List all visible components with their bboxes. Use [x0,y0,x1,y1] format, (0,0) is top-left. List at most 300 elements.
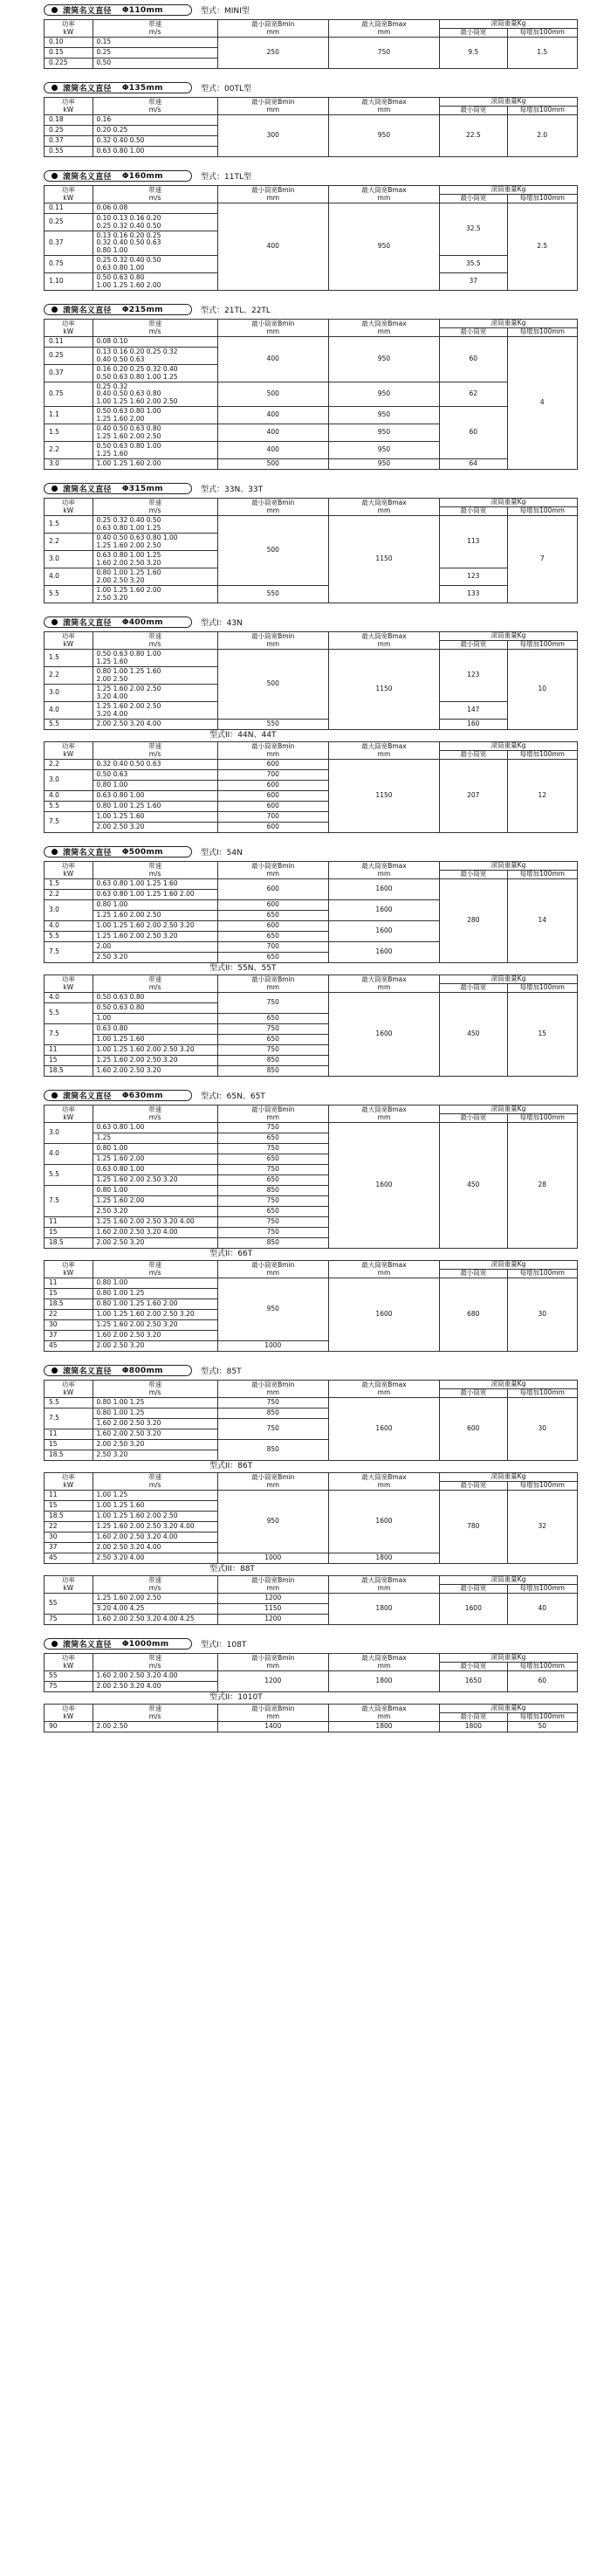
power-cell: 18.5 [45,1066,93,1077]
speed-cell: 2.00 2.50 3.20 4.00 [93,1543,217,1553]
weight-cell: 60 [440,337,508,382]
diameter-label: 滚筒名义直径 [63,85,112,93]
power-cell: 2.2 [45,667,93,685]
increment-cell: 15 [507,993,577,1077]
bmax-cell: 1600 [328,1278,439,1352]
bmax-cell: 950 [328,382,439,407]
power-header: 功率 kW [45,742,93,760]
bmin-cell: 1400 [217,1722,328,1732]
bmin-cell: 750 [217,1024,328,1035]
spec-table [44,1472,578,1564]
header-row-1 [45,975,578,984]
table-row [45,115,578,126]
increment-cell: 30 [507,1398,577,1461]
min-width-header: 最小筒宽 [440,29,508,38]
weight-header: 滚筒重量Kg [440,320,578,328]
section-header [44,303,577,316]
speed-cell: 0.50 0.63 0.80 1.00 1.25 1.60 [93,650,217,667]
power-header: 功率 kW [45,632,93,650]
weight-cell: 160 [440,720,508,730]
power-cell: 0.37 [45,365,93,382]
type-label: 型式I：65N、65T [201,1092,265,1101]
per100-header: 每增加100mm [507,871,577,879]
power-cell: 15 [45,1501,93,1512]
speed-cell: 0.80 1.00 1.25 1.60 2.00 2.50 [93,667,217,685]
weight-header: 滚筒重量Kg [440,20,578,29]
speed-cell: 1.25 1.60 2.00 [93,1154,217,1165]
type-label: 型式II：1010T [209,1693,263,1702]
header-row-1 [45,499,578,507]
bmin-cell: 750 [217,993,328,1014]
power-cell: 3.0 [45,770,93,791]
power-cell: 0.37 [45,136,93,147]
power-cell: 3.0 [45,1123,93,1144]
speed-cell: 1.00 [93,1014,217,1024]
power-cell: 0.55 [45,147,93,157]
speed-cell: 1.00 1.25 1.60 2.00 [93,459,217,470]
increment-cell: 4 [507,337,577,470]
weight-header: 滚筒重量Kg [440,975,578,984]
power-cell: 45 [45,1553,93,1564]
weight-cell: 280 [440,879,508,963]
bmin-header: 最小筒宽Bmin mm [217,1705,328,1722]
power-header: 功率 kW [45,1473,93,1491]
increment-cell: 7 [507,516,577,603]
speed-header: 带速 m/s [93,1261,217,1278]
bmin-header: 最小筒宽Bmin mm [217,1576,328,1594]
power-cell: 0.25 [45,214,93,231]
spec-table [44,97,578,157]
weight-cell: 22.5 [440,115,508,157]
speed-header: 带速 m/s [93,975,217,993]
power-cell: 7.5 [45,1024,93,1045]
diameter-label: 滚筒名义直径 [63,7,112,16]
bmin-cell: 750 [217,1045,328,1056]
speed-header: 带速 m/s [93,1576,217,1594]
power-cell: 22 [45,1522,93,1533]
weight-cell: 123 [440,650,508,702]
power-cell: 5.5 [45,720,93,730]
diameter-value: Φ110mm [121,5,163,15]
power-cell: 0.75 [45,382,93,407]
power-header: 功率 kW [45,1576,93,1594]
min-width-header: 最小筒宽 [440,1270,508,1278]
weight-header: 滚筒重量Kg [440,1105,578,1114]
speed-cell: 0.25 0.32 0.40 0.50 0.63 0.80 1.00 [93,256,217,273]
weight-cell: 450 [440,1123,508,1249]
diameter-label: 滚筒名义直径 [63,849,112,858]
per100-header: 每增加100mm [507,507,577,516]
bmin-header: 最小筒宽Bmin mm [217,499,328,516]
power-header: 功率 kW [45,1105,93,1123]
type-label: 型式I：85T [201,1367,242,1376]
weight-cell: 32.5 [440,203,508,256]
bmin-cell: 600 [217,823,328,833]
bmin-header: 最小筒宽Bmin mm [217,1105,328,1123]
bmax-cell: 1600 [328,942,439,963]
power-cell: 0.11 [45,203,93,214]
power-cell: 3.0 [45,685,93,702]
power-cell: 4.0 [45,702,93,720]
per100-header: 每增加100mm [507,984,577,993]
power-cell: 75 [45,1682,93,1692]
weight-header: 滚筒重量Kg [440,1473,578,1482]
speed-header: 带速 m/s [93,499,217,516]
power-cell: 37 [45,1543,93,1553]
bmin-cell: 850 [217,1186,328,1196]
bmax-cell: 1600 [328,900,439,921]
weight-header: 滚筒重量Kg [440,1576,578,1585]
bmin-cell: 400 [217,407,328,424]
power-cell: 4.0 [45,1144,93,1165]
speed-cell: 0.13 0.16 0.20 0.25 0.32 0.40 0.50 0.63 [93,348,217,365]
weight-cell: 450 [440,993,508,1077]
bmin-cell: 700 [217,812,328,823]
power-cell: 22 [45,1310,93,1320]
weight-cell: 680 [440,1278,508,1352]
speed-cell: 1.00 1.25 1.60 2.00 2.50 3.20 [93,921,217,932]
type-label: 型式II：86T [209,1462,253,1471]
bmin-cell: 500 [217,650,328,720]
bmin-cell: 750 [217,1165,328,1175]
min-width-header: 最小筒宽 [440,1663,508,1671]
power-header: 功率 kW [45,1705,93,1722]
speed-cell: 1.60 2.00 2.50 3.20 4.00 [93,1671,217,1682]
bmin-cell: 250 [217,38,328,69]
speed-cell: 0.10 0.13 0.16 0.20 0.25 0.32 0.40 0.50 [93,214,217,231]
speed-cell: 1.25 1.60 2.00 [93,1196,217,1207]
weight-cell: 9.5 [440,38,508,69]
bullet-icon [51,307,58,313]
spec-table [44,861,578,963]
bmin-cell: 1200 [217,1615,328,1625]
spec-table [44,1653,578,1692]
type-label: 型式I：43N [201,619,243,628]
power-header: 功率 kW [45,975,93,993]
speed-cell: 1.25 1.60 2.00 2.50 3.20 [93,1320,217,1331]
speed-cell: 1.00 1.25 1.60 2.00 2.50 [93,1512,217,1522]
bmin-header: 最小筒宽Bmin mm [217,20,328,38]
diameter-pill [44,1365,192,1376]
power-cell: 2.2 [45,442,93,459]
speed-cell: 2.00 2.50 3.20 [93,823,217,833]
increment-cell: 32 [507,1491,577,1564]
per100-header: 每增加100mm [507,641,577,650]
header-row-1 [45,1654,578,1663]
bmin-header: 最小筒宽Bmin mm [217,98,328,115]
bmin-cell: 750 [217,1123,328,1133]
spec-table [44,319,578,470]
speed-cell: 0.63 0.80 1.00 [93,1123,217,1133]
table-row [45,1123,578,1133]
diameter-value: Φ135mm [121,83,163,93]
speed-header: 带速 m/s [93,1473,217,1491]
bmin-cell: 300 [217,115,328,157]
speed-cell: 1.60 2.00 2.50 3.20 4.00 4.25 [93,1615,217,1625]
power-cell: 1.10 [45,273,93,291]
speed-cell: 1.00 1.25 1.60 [93,1501,217,1512]
section-header [44,845,577,858]
section-header [44,1364,577,1377]
speed-cell: 1.60 2.00 2.50 3.20 [93,1429,217,1440]
power-cell: 37 [45,1331,93,1341]
power-cell: 2.2 [45,534,93,551]
section-110 [44,3,577,69]
speed-header: 带速 m/s [93,1654,217,1671]
power-cell: 1.1 [45,407,93,424]
bmin-cell: 650 [217,1035,328,1045]
bmax-cell: 950 [328,424,439,442]
power-cell: 3.0 [45,459,93,470]
speed-cell: 0.15 [93,38,217,48]
speed-cell: 0.80 1.00 [93,900,217,911]
bmin-header: 最小筒宽Bmin mm [217,862,328,879]
power-cell: 5.5 [45,1398,93,1409]
type-label: 型式：00TL型 [201,85,251,93]
weight-cell: 113 [440,516,508,568]
speed-cell: 0.25 [93,48,217,59]
increment-cell: 30 [507,1278,577,1352]
header-row-1 [45,1576,578,1585]
bmin-cell: 550 [217,720,328,730]
speed-header: 带速 m/s [93,98,217,115]
speed-cell: 1.25 1.60 2.00 2.50 3.20 4.00 [93,1522,217,1533]
power-cell: 4.0 [45,568,93,586]
bmax-cell: 950 [328,115,439,157]
section-215 [44,303,577,470]
per100-header: 每增加100mm [507,751,577,760]
weight-header: 滚筒重量Kg [440,1261,578,1270]
weight-cell: 207 [440,760,508,833]
bmin-cell: 850 [217,1409,328,1419]
type-label: 型式I：54N [201,849,243,858]
speed-cell: 1.00 1.25 [93,1491,217,1501]
power-cell: 5.5 [45,1165,93,1186]
bmax-cell: 950 [328,442,439,459]
bmin-cell: 650 [217,911,328,921]
power-cell: 18.5 [45,1450,93,1461]
bmin-cell: 600 [217,791,328,802]
bmax-cell: 950 [328,337,439,382]
power-cell: 5.5 [45,1003,93,1024]
bmax-header: 最大筒宽Bmax mm [328,186,439,203]
power-cell: 0.11 [45,337,93,348]
bmax-cell: 1800 [328,1671,439,1692]
weight-cell: 62 [440,382,508,407]
diameter-value: Φ500mm [121,847,163,857]
bullet-icon [51,1092,58,1099]
bmax-header: 最大筒宽Bmax mm [328,1381,439,1398]
bmin-header: 最小筒宽Bmin mm [217,1381,328,1398]
table-row [45,1491,578,1501]
speed-cell: 0.63 0.80 1.00 [93,1165,217,1175]
speed-cell: 0.80 1.00 [93,781,217,791]
bmin-cell: 1000 [217,1341,328,1352]
increment-cell: 2.0 [507,115,577,157]
speed-cell: 2.00 2.50 3.20 [93,1238,217,1249]
bullet-icon [51,85,58,91]
power-header: 功率 kW [45,499,93,516]
bullet-icon [51,486,58,492]
power-cell: 0.10 [45,38,93,48]
bmin-cell: 400 [217,203,328,291]
power-cell: 1.5 [45,424,93,442]
speed-cell: 0.80 1.00 [93,1144,217,1154]
bmin-cell: 600 [217,921,328,932]
diameter-pill [44,616,192,628]
table-row [45,459,578,470]
speed-cell: 0.80 1.00 1.25 1.60 [93,802,217,812]
bullet-icon [51,7,58,13]
section-630 [44,1089,577,1352]
bmax-cell: 1800 [328,1594,439,1625]
weight-cell: 1800 [440,1722,508,1732]
bmax-header: 最大筒宽Bmax mm [328,1473,439,1491]
power-cell: 15 [45,1056,93,1066]
header-row-1 [45,1261,578,1270]
speed-cell: 3.20 4.00 4.25 [93,1604,217,1615]
bmax-header: 最大筒宽Bmax mm [328,98,439,115]
spec-table [44,631,578,730]
power-cell: 18.5 [45,1238,93,1249]
increment-cell: 50 [507,1722,577,1732]
speed-cell: 0.80 1.00 1.25 [93,1409,217,1419]
power-cell: 0.225 [45,59,93,69]
header-row-1 [45,862,578,871]
weight-header: 滚筒重量Kg [440,632,578,641]
speed-header: 带速 m/s [93,1381,217,1398]
header-row-1 [45,20,578,29]
bmin-cell: 750 [217,1196,328,1207]
bmax-cell: 1600 [328,1491,439,1553]
bmax-header: 最大筒宽Bmax mm [328,1261,439,1278]
speed-cell: 1.25 [93,1133,217,1144]
type-label: 型式：MINI型 [201,7,250,16]
per100-header: 每增加100mm [507,195,577,203]
diameter-label: 滚筒名义直径 [63,307,112,315]
power-cell: 90 [45,1722,93,1732]
diameter-pill [44,82,192,93]
bmin-cell: 950 [217,1491,328,1553]
speed-cell: 2.50 3.20 [93,1450,217,1461]
diameter-value: Φ800mm [121,1366,163,1375]
bmin-cell: 400 [217,424,328,442]
bmin-cell: 600 [217,879,328,900]
per100-header: 每增加100mm [507,1270,577,1278]
bmin-header: 最小筒宽Bmin mm [217,975,328,993]
speed-cell: 2.50 3.20 4.00 [93,1553,217,1564]
type-label: 型式II：44N、44T [209,731,277,740]
speed-cell: 0.40 0.50 0.63 0.80 1.25 1.60 2.00 2.50 [93,424,217,442]
bmax-cell: 950 [328,407,439,424]
weight-header: 滚筒重量Kg [440,1705,578,1713]
diameter-label: 滚筒名义直径 [63,1641,112,1650]
min-width-header: 最小筒宽 [440,107,508,115]
increment-cell: 10 [507,650,577,730]
table-row [45,382,578,407]
power-cell: 0.25 [45,348,93,365]
bmax-cell: 1800 [328,1722,439,1732]
speed-cell: 0.63 0.80 1.00 1.25 1.60 [93,879,217,890]
bmin-cell: 500 [217,382,328,407]
speed-cell: 1.60 2.00 2.50 3.20 [93,1419,217,1429]
power-cell: 1.5 [45,650,93,667]
power-cell: 0.37 [45,231,93,256]
speed-cell: 1.25 1.60 2.00 2.50 3.20 4.00 [93,685,217,702]
bmax-header: 最大筒宽Bmax mm [328,742,439,760]
power-cell: 11 [45,1217,93,1228]
speed-cell: 0.50 0.63 0.80 1.00 1.25 1.60 2.00 [93,273,217,291]
header-row-1 [45,1105,578,1114]
weight-cell: 1650 [440,1671,508,1692]
speed-cell: 1.25 1.60 2.00 2.50 3.20 4.00 [93,1217,217,1228]
weight-cell: 35.5 [440,256,508,273]
increment-cell: 2.5 [507,203,577,291]
min-width-header: 最小筒宽 [440,1482,508,1491]
speed-cell: 2.50 3.20 [93,953,217,963]
power-cell: 5.5 [45,932,93,942]
min-width-header: 最小筒宽 [440,871,508,879]
bmax-header: 最大筒宽Bmax mm [328,1105,439,1123]
bmin-header: 最小筒宽Bmin mm [217,320,328,337]
bmin-cell: 1200 [217,1671,328,1692]
section-header [44,3,577,17]
section-header [44,616,577,629]
speed-cell: 0.20 0.25 [93,126,217,136]
bmin-cell: 550 [217,586,328,603]
speed-cell: 1.00 1.25 1.60 2.00 2.50 3.20 [93,1310,217,1320]
bmax-cell: 1800 [328,1553,439,1564]
increment-cell: 14 [507,879,577,963]
power-cell: 30 [45,1533,93,1543]
power-header: 功率 kW [45,186,93,203]
speed-cell: 1.60 2.00 2.50 3.20 [93,1331,217,1341]
bmin-cell: 400 [217,442,328,459]
weight-header: 滚筒重量Kg [440,98,578,107]
weight-header: 滚筒重量Kg [440,1654,578,1663]
speed-cell: 0.50 0.63 [93,770,217,781]
weight-cell: 37 [440,273,508,291]
power-header: 功率 kW [45,1654,93,1671]
diameter-value: Φ1000mm [121,1639,169,1649]
speed-cell: 1.25 1.60 2.00 2.50 [93,911,217,921]
bmax-cell: 1150 [328,760,439,833]
weight-cell: 780 [440,1491,508,1564]
speed-cell: 0.50 0.63 0.80 [93,993,217,1003]
speed-cell: 0.50 0.63 0.80 1.00 1.25 1.60 2.00 [93,407,217,424]
increment-cell: 40 [507,1594,577,1625]
bmin-cell: 750 [217,1398,328,1409]
table-row [45,516,578,534]
section-800 [44,1364,577,1625]
speed-cell: 0.50 0.63 0.80 1.00 1.25 1.60 [93,442,217,459]
diameter-pill [44,4,192,16]
table-row [45,1594,578,1604]
power-cell: 11 [45,1045,93,1056]
bmax-cell: 950 [328,459,439,470]
bmin-cell: 700 [217,942,328,953]
table-row [45,1671,578,1682]
bmax-header: 最大筒宽Bmax mm [328,862,439,879]
spec-table [44,19,578,69]
per100-header: 每增加100mm [507,29,577,38]
speed-header: 带速 m/s [93,320,217,337]
speed-cell: 0.08 0.10 [93,337,217,348]
speed-cell: 0.32 0.40 0.50 0.63 [93,760,217,770]
bmin-header: 最小筒宽Bmin mm [217,632,328,650]
speed-cell: 2.00 2.50 [93,1722,217,1732]
speed-cell: 0.50 0.63 0.80 [93,1003,217,1014]
